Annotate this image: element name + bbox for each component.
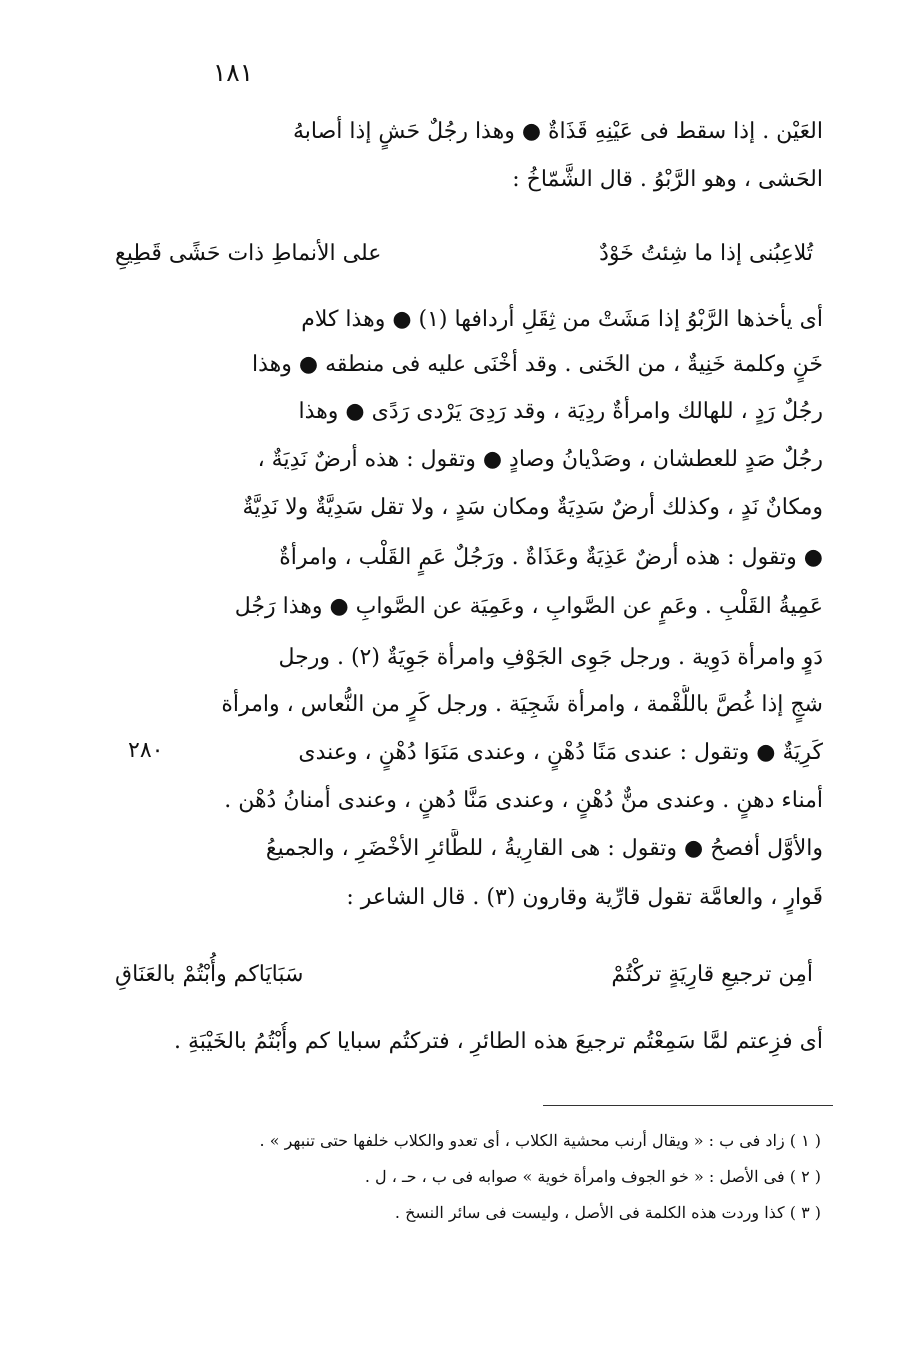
- text-line-5: رجُلٌ رَدٍ ، للهالك وامرأةٌ ردِيَة ، وقد رَدِىَ يَرْدى رَدًى ● وهذا: [298, 399, 823, 424]
- footnote-divider: [543, 1105, 833, 1106]
- verse-shammakh: [105, 234, 823, 276]
- text-line-7: ومكانٌ نَدٍ ، وكذلك أرضٌ سَدِيَةٌ ومكان سَدٍ ، ولا تقل سَدِيَّةٌ ولا نَدِيَّةٌ: [242, 495, 823, 520]
- text-line-11: شجٍ إذا غُصَّ باللُّقْمة ، وامرأة شَجِيَة . ورجل كَرٍ من النُّعاس ، وامرأة: [221, 692, 823, 717]
- verse-poet: [105, 955, 823, 997]
- text-line-2: الحَشى ، وهو الرَّبْوُ . قال الشَّمّاخُ :: [512, 167, 823, 192]
- text-line-15: قَوارٍ ، والعامَّة تقول قارِّية وقارون (٣) . قال الشاعر :: [346, 885, 823, 910]
- text-line-4: خَنٍ وكلمة خَنِيةٌ ، من الخَنى . وقد أخْنَى عليه فى منطقه ● وهذا: [252, 352, 823, 377]
- verse-first-hemistich: تُلاعِبُنى إذا ما شِئتُ خَوْدٌ: [599, 241, 813, 266]
- page-number: ١٨١: [212, 58, 254, 87]
- text-line-10: دَوٍ وامرأة دَوِية . ورجل جَوِى الجَوْفِ وامرأة جَوِيَةٌ (٢) . ورجل: [278, 645, 823, 670]
- verse-second-hemistich: سَبَايَاكم وأُبْتُمْ بالعَنَاقِ: [115, 962, 304, 987]
- verse-second-hemistich: على الأنماطِ ذات حَشًى قَطِيعِ: [115, 241, 382, 266]
- text-line-8: ● وتقول : هذه أرضٌ عَذِيَةٌ وعَذَاةٌ . ورَجُلٌ عَمٍ القَلْب ، وامرأةٌ: [279, 545, 823, 570]
- text-line-6: رجُلٌ صَدٍ للعطشان ، وصَدْيانُ وصادٍ ● وتقول : هذه أرضٌ نَدِيَةٌ ،: [257, 447, 823, 472]
- text-line-12: كَرِيَةٌ ● وتقول : عندى مَنًا دُهْنٍ ، وعندى مَنَوَا دُهْنٍ ، وعندى: [298, 740, 823, 765]
- text-line-13: أمناء دهنٍ . وعندى منٌّ دُهْنٍ ، وعندى مَنَّا دُهنٍ ، وعندى أمنانُ دُهْن .: [224, 788, 823, 813]
- verse-first-hemistich: أمِن ترجيعِ قارِيَةٍ تركْتُمْ: [611, 962, 813, 987]
- margin-page-reference: ٢٨٠: [128, 738, 164, 763]
- footnote-3: ( ٣ ) كذا وردت هذه الكلمة فى الأصل ، وليست فى سائر النسخ .: [394, 1203, 821, 1222]
- text-line-14: والأوَّل أفصحُ ● وتقول : هى القارِيةُ ، للطَّائرِ الأخْضَرِ ، والجميعُ: [265, 836, 823, 861]
- text-line-closing: أى فزِعتم لمَّا سَمِعْتُم ترجيعَ هذه الطائرِ ، فتركتُم سبايا كم وأُبْتُمُ بالخَيْبَةِ .: [174, 1029, 823, 1054]
- text-line-9: عَمِيةُ القَلْبِ . وعَمٍ عن الصَّوابِ ، وعَمِيَة عن الصَّوابِ ● وهذا رَجُل: [234, 594, 823, 619]
- text-line-3: أى يأخذها الرَّبْوُ إذا مَشَتْ من ثِقَلِ أردافها (١) ● وهذا كلام: [301, 307, 823, 332]
- text-line-1: العَيْن . إذا سقط فى عَيْنِهِ قَذَاةٌ ● وهذا رجُلٌ حَشٍ إذا أصابهُ: [293, 119, 823, 144]
- footnote-1: ( ١ ) زاد فى ب : « ويقال أرنب محشية الكلاب ، أى تعدو والكلاب خلفها حتى تنبهر » .: [259, 1131, 821, 1150]
- footnote-2: ( ٢ ) فى الأصل : « خو الجوف وامرأة خوية » صوابه فى ب ، حـ ، ل .: [364, 1167, 821, 1186]
